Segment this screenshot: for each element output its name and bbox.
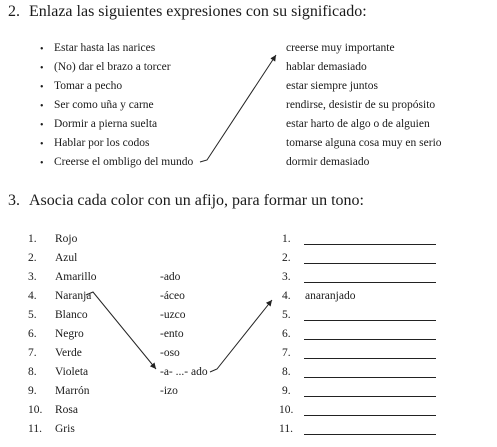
bullet: •: [40, 139, 44, 150]
color-name: Amarillo: [55, 271, 97, 283]
connector-line-expression: [200, 55, 276, 162]
color-number: 8.: [28, 366, 37, 378]
bullet: •: [40, 63, 44, 74]
affix-item: -oso: [160, 347, 180, 359]
exercise-3-title: Asocia cada color con un afijo, para formar un tono:: [29, 192, 364, 209]
expression-item: Estar hasta las narices: [54, 42, 156, 54]
affix-item: -uzco: [160, 309, 186, 321]
answer-number: 1.: [282, 233, 291, 245]
color-number: 3.: [28, 271, 37, 283]
meaning-item: estar harto de algo o de alguien: [286, 118, 430, 130]
expression-item: (No) dar el brazo a torcer: [54, 61, 171, 73]
bullet: •: [40, 101, 44, 112]
color-name: Rojo: [55, 233, 78, 245]
color-number: 1.: [28, 233, 37, 245]
color-number: 11.: [28, 423, 42, 435]
meaning-item: estar siempre juntos: [286, 80, 378, 92]
answer-number: 6.: [282, 328, 291, 340]
meaning-item: hablar demasiado: [286, 61, 367, 73]
meaning-item: creerse muy importante: [286, 42, 395, 54]
bullet: •: [40, 120, 44, 131]
answer-number: 7.: [282, 347, 291, 359]
color-name: Gris: [55, 423, 75, 435]
affix-item: -a- ...- ado: [160, 366, 208, 378]
answer-number: 9.: [282, 385, 291, 397]
answer-number: 5.: [282, 309, 291, 321]
color-number: 10.: [28, 404, 43, 416]
exercise-3-number: 3.: [8, 192, 20, 209]
meaning-item: dormir demasiado: [286, 156, 370, 168]
color-number: 7.: [28, 347, 37, 359]
connector-line-naranja-affix: [86, 292, 156, 369]
affix-item: -áceo: [160, 290, 185, 302]
answer-number: 11.: [279, 423, 293, 435]
color-name: Rosa: [55, 404, 78, 416]
affix-item: -ado: [160, 271, 181, 283]
answer-number: 2.: [282, 252, 291, 264]
answer-number: 4.: [282, 290, 291, 302]
color-name: Negro: [55, 328, 84, 340]
answer-filled-value: anaranjado: [305, 290, 356, 302]
affix-item: -izo: [160, 385, 178, 397]
expression-item: Creerse el ombligo del mundo: [54, 156, 194, 168]
expression-item: Ser como uña y carne: [54, 99, 154, 111]
color-number: 2.: [28, 252, 37, 264]
color-number: 5.: [28, 309, 37, 321]
answer-number: 8.: [282, 366, 291, 378]
color-name: Azul: [55, 252, 78, 264]
color-name: Verde: [55, 347, 82, 359]
color-name: Naranja: [55, 290, 92, 302]
expression-item: Tomar a pecho: [54, 80, 123, 92]
affix-item: -ento: [160, 328, 184, 340]
connector-line-affix-answer: [210, 300, 272, 372]
color-name: Marrón: [55, 385, 90, 397]
bullet: •: [40, 158, 44, 169]
color-number: 6.: [28, 328, 37, 340]
exercise-2-number: 2.: [8, 3, 20, 20]
color-name: Violeta: [55, 366, 89, 378]
bullet: •: [40, 82, 44, 93]
color-number: 9.: [28, 385, 37, 397]
bullet: •: [40, 44, 44, 55]
expression-item: Dormir a pierna suelta: [54, 118, 158, 130]
meaning-item: tomarse alguna cosa muy en serio: [286, 137, 442, 149]
expression-item: Hablar por los codos: [54, 137, 150, 149]
answer-number: 10.: [279, 404, 294, 416]
exercise-2-title: Enlaza las siguientes expresiones con su significado:: [29, 3, 367, 20]
color-name: Blanco: [55, 309, 88, 321]
meaning-item: rendirse, desistir de su propósito: [286, 99, 436, 111]
color-number: 4.: [28, 290, 37, 302]
answer-number: 3.: [282, 271, 291, 283]
